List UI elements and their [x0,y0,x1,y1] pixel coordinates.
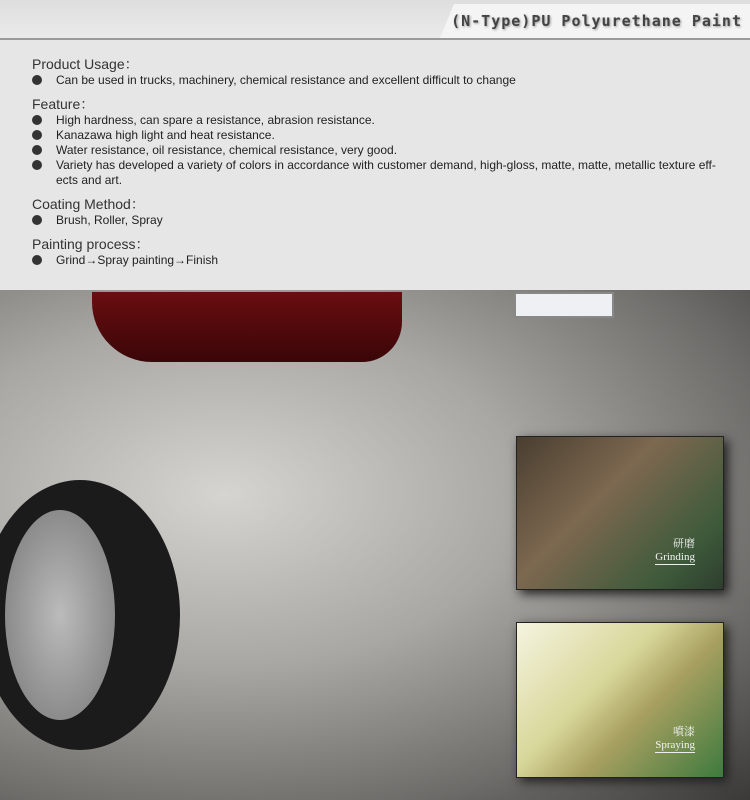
bullet-icon [32,160,42,170]
header-divider [0,38,750,40]
list-item [32,73,734,88]
caption-en: Spraying [655,739,695,751]
item-text: Variety has developed a variety of colors in accordance with customer demand, high-gloss, matte, matte, metallic texture eff-ects and art. [56,158,716,187]
photo-caption [655,726,695,753]
product-info [0,46,750,290]
bullet-icon [32,115,42,125]
list-item [32,113,734,128]
section-painting-process [32,236,734,268]
bullet-icon [32,145,42,155]
caption-en: Grinding [655,551,695,563]
item-text: Grind→Spray painting→Finish [56,253,219,267]
car-tail-light [92,292,402,362]
section-heading: Painting process： [32,236,150,252]
section-heading: Coating Method： [32,196,145,212]
bullet-icon [32,75,42,85]
list-item [32,158,734,188]
header-banner [0,0,750,46]
item-text: Water resistance, oil resistance, chemical resistance, very good. [56,143,398,157]
photo-caption [655,538,695,565]
item-text: Brush, Roller, Spray [56,213,163,227]
caption-cn: 噴漆 [673,726,695,738]
car-wheel-rim [5,510,115,720]
spraying-photo [516,622,724,778]
section-heading: Product Usage： [32,56,139,72]
section-coating-method [32,196,734,228]
section-product-usage [32,56,734,88]
caption-cn: 研磨 [673,538,695,550]
item-text: High hardness, can spare a resistance, abrasion resistance. [56,113,375,127]
list-item [32,128,734,143]
item-text: Kanazawa high light and heat resistance. [56,128,275,142]
bullet-icon [32,130,42,140]
license-plate [514,292,614,318]
grinding-photo [516,436,724,590]
bullet-icon [32,215,42,225]
section-feature [32,96,734,188]
bullet-icon [32,255,42,265]
section-heading: Feature： [32,96,95,112]
item-text: Can be used in trucks, machinery, chemical resistance and excellent difficult to change [56,73,516,87]
list-item [32,213,734,228]
list-item [32,143,734,158]
list-item [32,253,734,268]
page-title: (N-Type)PU Polyurethane Paint [451,12,742,30]
